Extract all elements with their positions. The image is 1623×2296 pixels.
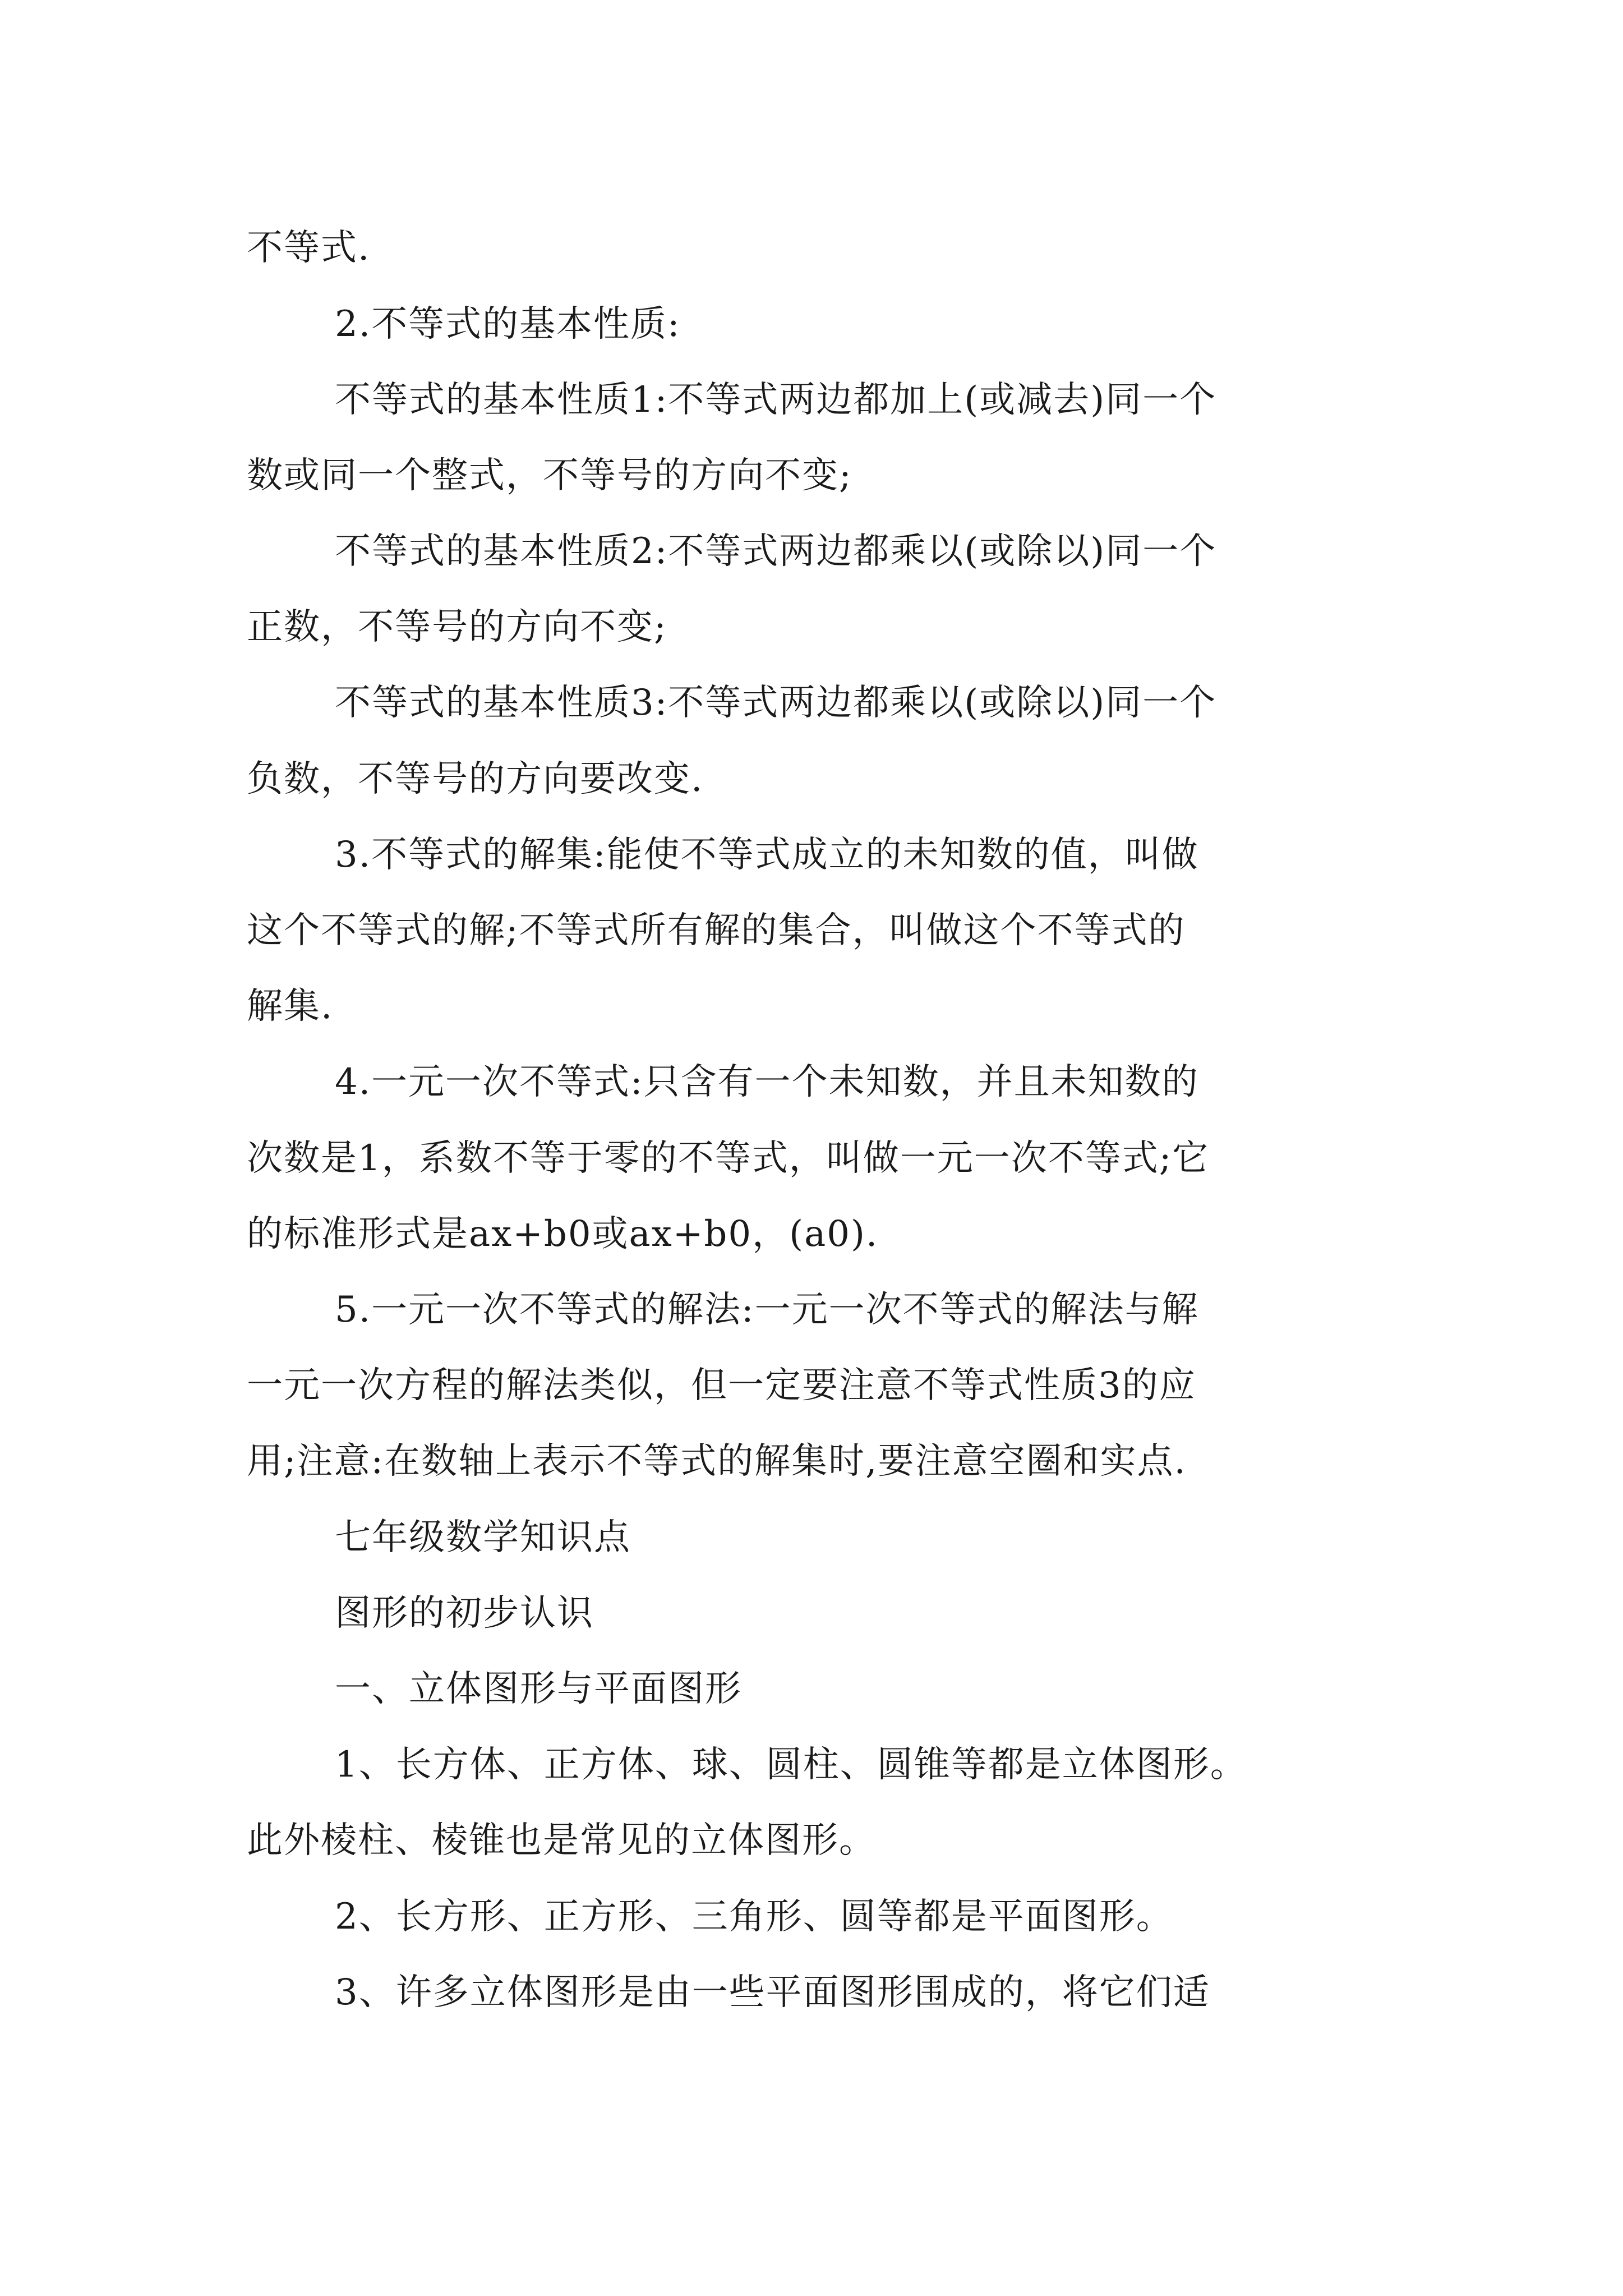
text-line-5: 不等式的基本性质2:不等式两边都乘以(或除以)同一个 bbox=[335, 531, 1217, 572]
text-line-2: 2.不等式的基本性质: bbox=[335, 303, 681, 345]
text-line-21: 1、长方体、正方体、球、圆柱、圆锥等都是立体图形。 bbox=[335, 1744, 1247, 1786]
text-line-22: 此外棱柱、棱锥也是常见的立体图形。 bbox=[247, 1820, 876, 1861]
text-line-12: 4.一元一次不等式:只含有一个未知数，并且未知数的 bbox=[335, 1061, 1199, 1103]
text-line-24: 3、许多立体图形是由一些平面图形围成的，将它们适 bbox=[335, 1972, 1210, 2013]
text-line-1: 不等式. bbox=[247, 227, 371, 269]
text-line-9: 3.不等式的解集:能使不等式成立的未知数的值，叫做 bbox=[335, 834, 1199, 876]
text-line-7: 不等式的基本性质3:不等式两边都乘以(或除以)同一个 bbox=[335, 682, 1217, 724]
text-line-10: 这个不等式的解;不等式所有解的集合，叫做这个不等式的 bbox=[247, 910, 1186, 951]
text-line-23: 2、长方形、正方形、三角形、圆等都是平面图形。 bbox=[335, 1896, 1173, 1938]
text-line-20: 一、立体图形与平面图形 bbox=[335, 1668, 742, 1710]
text-line-8: 负数，不等号的方向要改变. bbox=[247, 758, 704, 800]
text-line-13: 次数是1，系数不等于零的不等式，叫做一元一次不等式;它 bbox=[247, 1138, 1210, 1179]
text-line-18: 七年级数学知识点 bbox=[335, 1517, 631, 1558]
text-line-15: 5.一元一次不等式的解法:一元一次不等式的解法与解 bbox=[335, 1289, 1199, 1331]
text-line-17: 用;注意:在数轴上表示不等式的解集时,要注意空圈和实点. bbox=[247, 1441, 1187, 1482]
text-line-14: 的标准形式是ax+b0或ax+b0，(a0). bbox=[247, 1213, 879, 1255]
text-line-19: 图形的初步认识 bbox=[335, 1593, 594, 1634]
text-line-6: 正数，不等号的方向不变; bbox=[247, 606, 667, 648]
text-line-11: 解集. bbox=[247, 986, 334, 1027]
text-line-16: 一元一次方程的解法类似，但一定要注意不等式性质3的应 bbox=[247, 1365, 1196, 1406]
text-line-4: 数或同一个整式，不等号的方向不变; bbox=[247, 455, 852, 496]
text-line-3: 不等式的基本性质1:不等式两边都加上(或减去)同一个 bbox=[335, 379, 1217, 421]
